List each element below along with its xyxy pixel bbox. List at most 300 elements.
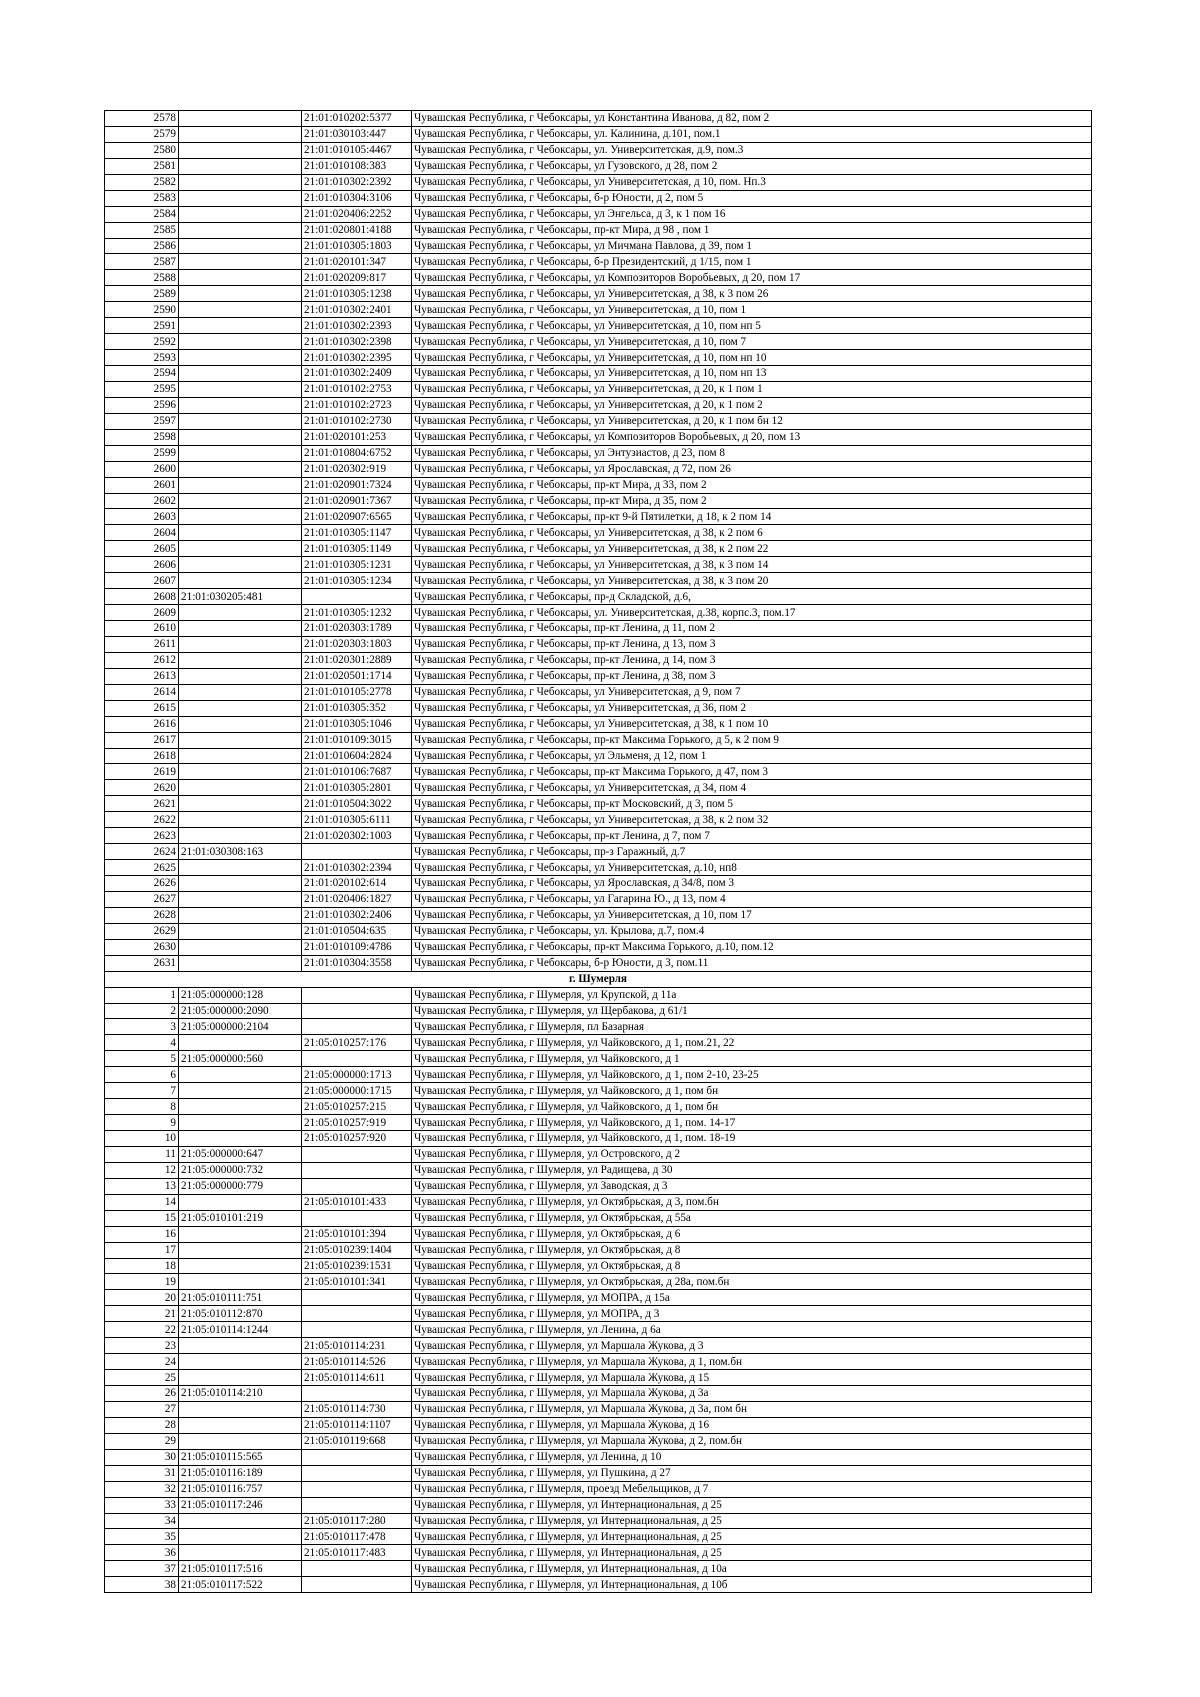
table-row [105, 684, 1092, 700]
address-cell: Чувашская Республика, г Шумерля, ул Радищева, д 30 [412, 1162, 1092, 1178]
land-cadastral-number-cell [179, 876, 302, 892]
row-number-cell: 36 [105, 1545, 179, 1561]
address-cell: Чувашская Республика, г Шумерля, ул Заводская, д 3 [412, 1178, 1092, 1194]
row-number-cell: 25 [105, 1370, 179, 1386]
premises-cadastral-number-cell: 21:01:010106:7687 [302, 764, 412, 780]
address-cell: Чувашская Республика, г Шумерля, ул Островского, д 2 [412, 1146, 1092, 1162]
address-cell: Чувашская Республика, г Шумерля, ул Октябрьская, д 28а, пом.бн [412, 1274, 1092, 1290]
address-cell: Чувашская Республика, г Чебоксары, пр-кт Мира, д 35, пом 2 [412, 493, 1092, 509]
table-row [105, 302, 1092, 318]
table-row [105, 1178, 1092, 1194]
row-number-cell: 2591 [105, 318, 179, 334]
land-cadastral-number-cell [179, 366, 302, 382]
address-cell: Чувашская Республика, г Шумерля, ул Маршала Жукова, д 16 [412, 1417, 1092, 1433]
land-cadastral-number-cell [179, 1513, 302, 1529]
table-row [105, 1226, 1092, 1242]
row-number-cell: 7 [105, 1083, 179, 1099]
premises-cadastral-number-cell [302, 1322, 412, 1338]
row-number-cell: 2589 [105, 286, 179, 302]
row-number-cell: 2616 [105, 716, 179, 732]
land-cadastral-number-cell [179, 1545, 302, 1561]
premises-cadastral-number-cell: 21:01:010302:2392 [302, 174, 412, 190]
row-number-cell: 2603 [105, 509, 179, 525]
land-cadastral-number-cell [179, 1354, 302, 1370]
row-number-cell: 13 [105, 1178, 179, 1194]
land-cadastral-number-cell [179, 1258, 302, 1274]
premises-cadastral-number-cell: 21:01:010302:2409 [302, 366, 412, 382]
address-cell: Чувашская Республика, г Чебоксары, ул Мичмана Павлова, д 39, пом 1 [412, 238, 1092, 254]
premises-cadastral-number-cell: 21:05:010114:1107 [302, 1417, 412, 1433]
premises-cadastral-number-cell: 21:05:010114:730 [302, 1401, 412, 1417]
address-cell: Чувашская Республика, г Чебоксары, пр-кт Мира, д 98 , пом 1 [412, 222, 1092, 238]
address-cell: Чувашская Республика, г Шумерля, ул Маршала Жукова, д 3а, пом бн [412, 1401, 1092, 1417]
row-number-cell: 16 [105, 1226, 179, 1242]
premises-cadastral-number-cell [302, 844, 412, 860]
land-cadastral-number-cell: 21:05:000000:732 [179, 1162, 302, 1178]
table-row [105, 254, 1092, 270]
land-cadastral-number-cell [179, 174, 302, 190]
address-cell: Чувашская Республика, г Шумерля, ул Чайковского, д 1, пом бн [412, 1083, 1092, 1099]
premises-cadastral-number-cell [302, 1497, 412, 1513]
table-row [105, 876, 1092, 892]
address-cell: Чувашская Республика, г Шумерля, ул Маршала Жукова, д 1, пом.бн [412, 1354, 1092, 1370]
address-cell: Чувашская Республика, г Шумерля, ул Пушкина, д 27 [412, 1465, 1092, 1481]
land-cadastral-number-cell [179, 1338, 302, 1354]
table-row [105, 891, 1092, 907]
row-number-cell: 24 [105, 1354, 179, 1370]
address-cell: Чувашская Республика, г Шумерля, ул Интернациональная, д 10б [412, 1577, 1092, 1593]
land-cadastral-number-cell [179, 636, 302, 652]
premises-cadastral-number-cell: 21:01:020907:6565 [302, 509, 412, 525]
premises-cadastral-number-cell: 21:01:020303:1789 [302, 621, 412, 637]
table-row [105, 445, 1092, 461]
row-number-cell: 31 [105, 1465, 179, 1481]
land-cadastral-number-cell [179, 939, 302, 955]
premises-cadastral-number-cell: 21:01:010504:3022 [302, 796, 412, 812]
row-number-cell: 2617 [105, 732, 179, 748]
premises-cadastral-number-cell [302, 1162, 412, 1178]
premises-cadastral-number-cell: 21:01:010302:2401 [302, 302, 412, 318]
land-cadastral-number-cell: 21:05:010117:522 [179, 1577, 302, 1593]
table-row [105, 923, 1092, 939]
table-row [105, 158, 1092, 174]
premises-cadastral-number-cell: 21:01:010305:1232 [302, 605, 412, 621]
table-row [105, 1465, 1092, 1481]
table-body [105, 111, 1092, 1593]
address-cell: Чувашская Республика, г Чебоксары, ул Гагарина Ю., д 13, пом 4 [412, 891, 1092, 907]
table-row [105, 126, 1092, 142]
table-row [105, 318, 1092, 334]
table-row [105, 1162, 1092, 1178]
premises-cadastral-number-cell: 21:01:010305:1046 [302, 716, 412, 732]
table-row [105, 1386, 1092, 1402]
premises-cadastral-number-cell: 21:05:010114:526 [302, 1354, 412, 1370]
row-number-cell: 2585 [105, 222, 179, 238]
land-cadastral-number-cell: 21:05:010114:210 [179, 1386, 302, 1402]
land-cadastral-number-cell: 21:05:010111:751 [179, 1290, 302, 1306]
land-cadastral-number-cell [179, 126, 302, 142]
row-number-cell: 19 [105, 1274, 179, 1290]
address-cell: Чувашская Республика, г Шумерля, ул Чайковского, д 1, пом. 14-17 [412, 1115, 1092, 1131]
table-row [105, 573, 1092, 589]
address-cell: Чувашская Республика, г Чебоксары, пр-кт 9-й Пятилетки, д 18, к 2 пом 14 [412, 509, 1092, 525]
table-row [105, 397, 1092, 413]
premises-cadastral-number-cell: 21:05:010101:433 [302, 1194, 412, 1210]
table-row [105, 605, 1092, 621]
premises-cadastral-number-cell: 21:05:010257:176 [302, 1035, 412, 1051]
row-number-cell: 2602 [105, 493, 179, 509]
address-cell: Чувашская Республика, г Чебоксары, ул Университетская, д 38, к 1 пом 10 [412, 716, 1092, 732]
premises-cadastral-number-cell [302, 987, 412, 1003]
land-cadastral-number-cell [179, 222, 302, 238]
table-row [105, 111, 1092, 127]
address-cell: Чувашская Республика, г Чебоксары, ул Университетская, д.10, нп8 [412, 860, 1092, 876]
table-row [105, 1322, 1092, 1338]
row-number-cell: 29 [105, 1433, 179, 1449]
row-number-cell: 2613 [105, 668, 179, 684]
row-number-cell: 37 [105, 1561, 179, 1577]
table-row [105, 700, 1092, 716]
row-number-cell: 14 [105, 1194, 179, 1210]
row-number-cell: 2578 [105, 111, 179, 127]
premises-cadastral-number-cell: 21:01:020901:7367 [302, 493, 412, 509]
premises-cadastral-number-cell: 21:05:010101:394 [302, 1226, 412, 1242]
row-number-cell: 2583 [105, 190, 179, 206]
table-row [105, 238, 1092, 254]
row-number-cell: 6 [105, 1067, 179, 1083]
address-cell: Чувашская Республика, г Шумерля, ул МОПРА, д 3 [412, 1306, 1092, 1322]
land-cadastral-number-cell [179, 557, 302, 573]
section-header-row [105, 971, 1092, 987]
address-cell: Чувашская Республика, г Шумерля, проезд Мебельщиков, д 7 [412, 1481, 1092, 1497]
row-number-cell: 34 [105, 1513, 179, 1529]
premises-cadastral-number-cell: 21:01:020801:4188 [302, 222, 412, 238]
premises-cadastral-number-cell: 21:01:010305:1147 [302, 525, 412, 541]
table-row [105, 796, 1092, 812]
land-cadastral-number-cell [179, 1529, 302, 1545]
land-cadastral-number-cell [179, 190, 302, 206]
land-cadastral-number-cell: 21:05:000000:2104 [179, 1019, 302, 1035]
land-cadastral-number-cell [179, 828, 302, 844]
address-cell: Чувашская Республика, г Чебоксары, ул. Калинина, д.101, пом.1 [412, 126, 1092, 142]
row-number-cell: 2611 [105, 636, 179, 652]
row-number-cell: 28 [105, 1417, 179, 1433]
premises-cadastral-number-cell [302, 589, 412, 605]
land-cadastral-number-cell [179, 1035, 302, 1051]
table-row [105, 270, 1092, 286]
table-row [105, 525, 1092, 541]
premises-cadastral-number-cell: 21:01:010504:635 [302, 923, 412, 939]
table-row [105, 1417, 1092, 1433]
premises-cadastral-number-cell: 21:01:020101:347 [302, 254, 412, 270]
row-number-cell: 2610 [105, 621, 179, 637]
premises-cadastral-number-cell: 21:05:010257:919 [302, 1115, 412, 1131]
row-number-cell: 22 [105, 1322, 179, 1338]
row-number-cell: 9 [105, 1115, 179, 1131]
land-cadastral-number-cell [179, 860, 302, 876]
premises-cadastral-number-cell: 21:05:010257:215 [302, 1099, 412, 1115]
address-cell: Чувашская Республика, г Чебоксары, ул Университетская, д 38, к 2 пом 32 [412, 812, 1092, 828]
table-row [105, 1545, 1092, 1561]
land-cadastral-number-cell: 21:05:010114:1244 [179, 1322, 302, 1338]
table-row [105, 1433, 1092, 1449]
premises-cadastral-number-cell: 21:01:010305:1231 [302, 557, 412, 573]
land-cadastral-number-cell [179, 206, 302, 222]
table-row [105, 668, 1092, 684]
address-cell: Чувашская Республика, г Шумерля, ул Октябрьская, д 3, пом.бн [412, 1194, 1092, 1210]
land-cadastral-number-cell [179, 509, 302, 525]
premises-cadastral-number-cell: 21:01:020101:253 [302, 429, 412, 445]
address-cell: Чувашская Республика, г Чебоксары, пр-кт Ленина, д 7, пом 7 [412, 828, 1092, 844]
land-cadastral-number-cell [179, 923, 302, 939]
land-cadastral-number-cell [179, 764, 302, 780]
premises-cadastral-number-cell: 21:01:010109:3015 [302, 732, 412, 748]
document-page [104, 110, 1091, 1593]
row-number-cell: 2586 [105, 238, 179, 254]
row-number-cell: 12 [105, 1162, 179, 1178]
land-cadastral-number-cell [179, 1226, 302, 1242]
land-cadastral-number-cell [179, 477, 302, 493]
address-cell: Чувашская Республика, г Чебоксары, ул Университетская, д 10, пом 7 [412, 334, 1092, 350]
row-number-cell: 20 [105, 1290, 179, 1306]
table-row [105, 1194, 1092, 1210]
row-number-cell: 2592 [105, 334, 179, 350]
row-number-cell: 2601 [105, 477, 179, 493]
land-cadastral-number-cell [179, 429, 302, 445]
land-cadastral-number-cell: 21:05:010115:565 [179, 1449, 302, 1465]
land-cadastral-number-cell [179, 1083, 302, 1099]
land-cadastral-number-cell [179, 1370, 302, 1386]
address-cell: Чувашская Республика, г Чебоксары, пр-кт Максима Горького, д 47, пом 3 [412, 764, 1092, 780]
row-number-cell: 27 [105, 1401, 179, 1417]
land-cadastral-number-cell [179, 955, 302, 971]
premises-cadastral-number-cell: 21:01:010304:3106 [302, 190, 412, 206]
premises-cadastral-number-cell: 21:01:010108:383 [302, 158, 412, 174]
row-number-cell: 18 [105, 1258, 179, 1274]
table-row [105, 1115, 1092, 1131]
land-cadastral-number-cell [179, 700, 302, 716]
premises-cadastral-number-cell: 21:01:020301:2889 [302, 652, 412, 668]
address-cell: Чувашская Республика, г Чебоксары, ул Эльменя, д 12, пом 1 [412, 748, 1092, 764]
address-cell: Чувашская Республика, г Чебоксары, пр-кт Московский, д 3, пом 5 [412, 796, 1092, 812]
premises-cadastral-number-cell: 21:01:010305:352 [302, 700, 412, 716]
address-cell: Чувашская Республика, г Чебоксары, б-р Юности, д 2, пом 5 [412, 190, 1092, 206]
table-row [105, 1529, 1092, 1545]
premises-cadastral-number-cell: 21:01:020302:1003 [302, 828, 412, 844]
land-cadastral-number-cell [179, 573, 302, 589]
address-cell: Чувашская Республика, г Чебоксары, ул Энтузиастов, д 23, пом 8 [412, 445, 1092, 461]
address-cell: Чувашская Республика, г Шумерля, ул Чайковского, д 1, пом бн [412, 1099, 1092, 1115]
premises-cadastral-number-cell: 21:01:020102:614 [302, 876, 412, 892]
premises-cadastral-number-cell [302, 1051, 412, 1067]
table-row [105, 1449, 1092, 1465]
row-number-cell: 2587 [105, 254, 179, 270]
premises-cadastral-number-cell [302, 1449, 412, 1465]
land-cadastral-number-cell [179, 1433, 302, 1449]
premises-cadastral-number-cell [302, 1386, 412, 1402]
row-number-cell: 2604 [105, 525, 179, 541]
land-cadastral-number-cell: 21:05:010116:189 [179, 1465, 302, 1481]
premises-cadastral-number-cell: 21:01:010302:2395 [302, 350, 412, 366]
row-number-cell: 2607 [105, 573, 179, 589]
address-cell: Чувашская Республика, г Шумерля, ул Октябрьская, д 55а [412, 1210, 1092, 1226]
row-number-cell: 2621 [105, 796, 179, 812]
land-cadastral-number-cell [179, 286, 302, 302]
premises-cadastral-number-cell: 21:01:010302:2394 [302, 860, 412, 876]
table-row [105, 955, 1092, 971]
premises-cadastral-number-cell [302, 1465, 412, 1481]
table-row [105, 142, 1092, 158]
row-number-cell: 15 [105, 1210, 179, 1226]
row-number-cell: 2615 [105, 700, 179, 716]
premises-cadastral-number-cell: 21:05:010114:231 [302, 1338, 412, 1354]
table-row [105, 1035, 1092, 1051]
table-row [105, 190, 1092, 206]
table-row [105, 413, 1092, 429]
row-number-cell: 2631 [105, 955, 179, 971]
row-number-cell: 2595 [105, 381, 179, 397]
row-number-cell: 2605 [105, 541, 179, 557]
row-number-cell: 2582 [105, 174, 179, 190]
row-number-cell: 2596 [105, 397, 179, 413]
land-cadastral-number-cell [179, 1067, 302, 1083]
table-row [105, 716, 1092, 732]
table-row [105, 350, 1092, 366]
row-number-cell: 4 [105, 1035, 179, 1051]
table-row [105, 987, 1092, 1003]
address-cell: Чувашская Республика, г Чебоксары, ул Университетская, д 9, пом 7 [412, 684, 1092, 700]
table-row [105, 557, 1092, 573]
land-cadastral-number-cell [179, 238, 302, 254]
land-cadastral-number-cell [179, 413, 302, 429]
table-row [105, 429, 1092, 445]
address-cell: Чувашская Республика, г Чебоксары, ул Университетская, д 10, пом нп 13 [412, 366, 1092, 382]
land-cadastral-number-cell [179, 891, 302, 907]
row-number-cell: 2614 [105, 684, 179, 700]
table-row [105, 907, 1092, 923]
premises-cadastral-number-cell: 21:05:010101:341 [302, 1274, 412, 1290]
row-number-cell: 32 [105, 1481, 179, 1497]
premises-cadastral-number-cell: 21:05:010257:920 [302, 1131, 412, 1147]
land-cadastral-number-cell [179, 1401, 302, 1417]
land-cadastral-number-cell [179, 270, 302, 286]
premises-cadastral-number-cell: 21:01:010305:1234 [302, 573, 412, 589]
table-row [105, 1290, 1092, 1306]
table-row [105, 764, 1092, 780]
table-row [105, 477, 1092, 493]
address-cell: Чувашская Республика, г Шумерля, ул Интернациональная, д 25 [412, 1497, 1092, 1513]
address-cell: Чувашская Республика, г Чебоксары, пр-кт Ленина, д 14, пом 3 [412, 652, 1092, 668]
address-cell: Чувашская Республика, г Чебоксары, пр-д Складской, д.6, [412, 589, 1092, 605]
table-row [105, 286, 1092, 302]
address-cell: Чувашская Республика, г Чебоксары, ул Константина Иванова, д 82, пом 2 [412, 111, 1092, 127]
land-cadastral-number-cell: 21:05:000000:647 [179, 1146, 302, 1162]
premises-cadastral-number-cell: 21:05:010119:668 [302, 1433, 412, 1449]
address-cell: Чувашская Республика, г Чебоксары, ул Университетская, д 20, к 1 пом бн 12 [412, 413, 1092, 429]
premises-cadastral-number-cell: 21:05:010117:280 [302, 1513, 412, 1529]
land-cadastral-number-cell: 21:05:000000:779 [179, 1178, 302, 1194]
address-cell: Чувашская Республика, г Шумерля, ул Крупской, д 11а [412, 987, 1092, 1003]
row-number-cell: 33 [105, 1497, 179, 1513]
table-row [105, 1577, 1092, 1593]
premises-cadastral-number-cell [302, 1210, 412, 1226]
row-number-cell: 26 [105, 1386, 179, 1402]
row-number-cell: 2594 [105, 366, 179, 382]
address-cell: Чувашская Республика, г Шумерля, ул Ленина, д 6а [412, 1322, 1092, 1338]
land-cadastral-number-cell [179, 1242, 302, 1258]
address-cell: Чувашская Республика, г Чебоксары, ул Университетская, д 38, к 3 пом 20 [412, 573, 1092, 589]
address-cell: Чувашская Республика, г Чебоксары, ул. Университетская, д.38, корпс.3, пом.17 [412, 605, 1092, 621]
land-cadastral-number-cell [179, 445, 302, 461]
table-row [105, 828, 1092, 844]
premises-cadastral-number-cell: 21:01:020209:817 [302, 270, 412, 286]
row-number-cell: 2598 [105, 429, 179, 445]
land-cadastral-number-cell [179, 748, 302, 764]
premises-cadastral-number-cell: 21:01:010304:3558 [302, 955, 412, 971]
land-cadastral-number-cell [179, 254, 302, 270]
row-number-cell: 2579 [105, 126, 179, 142]
table-row [105, 1019, 1092, 1035]
address-cell: Чувашская Республика, г Шумерля, ул Октябрьская, д 8 [412, 1242, 1092, 1258]
address-cell: Чувашская Республика, г Шумерля, ул Чайковского, д 1, пом. 18-19 [412, 1131, 1092, 1147]
premises-cadastral-number-cell: 21:01:010305:6111 [302, 812, 412, 828]
row-number-cell: 10 [105, 1131, 179, 1147]
land-cadastral-number-cell [179, 907, 302, 923]
land-cadastral-number-cell [179, 1115, 302, 1131]
row-number-cell: 2599 [105, 445, 179, 461]
land-cadastral-number-cell: 21:05:010117:516 [179, 1561, 302, 1577]
row-number-cell: 2619 [105, 764, 179, 780]
premises-cadastral-number-cell: 21:01:010604:2824 [302, 748, 412, 764]
row-number-cell: 2622 [105, 812, 179, 828]
address-cell: Чувашская Республика, г Чебоксары, пр-з Гаражный, д.7 [412, 844, 1092, 860]
table-row [105, 366, 1092, 382]
table-row [105, 1003, 1092, 1019]
table-row [105, 541, 1092, 557]
table-row [105, 1370, 1092, 1386]
premises-cadastral-number-cell: 21:01:010102:2753 [302, 381, 412, 397]
row-number-cell: 2 [105, 1003, 179, 1019]
row-number-cell: 30 [105, 1449, 179, 1465]
row-number-cell: 2590 [105, 302, 179, 318]
land-cadastral-number-cell [179, 1099, 302, 1115]
property-table [104, 110, 1092, 1593]
premises-cadastral-number-cell [302, 1561, 412, 1577]
address-cell: Чувашская Республика, г Чебоксары, пр-кт Мира, д 33, пом 2 [412, 477, 1092, 493]
land-cadastral-number-cell [179, 461, 302, 477]
table-row [105, 1258, 1092, 1274]
row-number-cell: 11 [105, 1146, 179, 1162]
land-cadastral-number-cell [179, 1417, 302, 1433]
address-cell: Чувашская Республика, г Чебоксары, ул Университетская, д 10, пом. Нп.3 [412, 174, 1092, 190]
premises-cadastral-number-cell: 21:01:010305:2801 [302, 780, 412, 796]
row-number-cell: 2623 [105, 828, 179, 844]
address-cell: Чувашская Республика, г Чебоксары, ул Университетская, д 10, пом нп 5 [412, 318, 1092, 334]
section-title: г. Шумерля [105, 971, 1092, 987]
row-number-cell: 2629 [105, 923, 179, 939]
address-cell: Чувашская Республика, г Шумерля, ул Маршала Жукова, д 15 [412, 1370, 1092, 1386]
land-cadastral-number-cell: 21:05:000000:560 [179, 1051, 302, 1067]
table-row [105, 1338, 1092, 1354]
row-number-cell: 8 [105, 1099, 179, 1115]
land-cadastral-number-cell [179, 158, 302, 174]
row-number-cell: 2612 [105, 652, 179, 668]
address-cell: Чувашская Республика, г Шумерля, ул Интернациональная, д 10а [412, 1561, 1092, 1577]
table-row [105, 381, 1092, 397]
land-cadastral-number-cell [179, 318, 302, 334]
row-number-cell: 2624 [105, 844, 179, 860]
premises-cadastral-number-cell: 21:01:010105:4467 [302, 142, 412, 158]
